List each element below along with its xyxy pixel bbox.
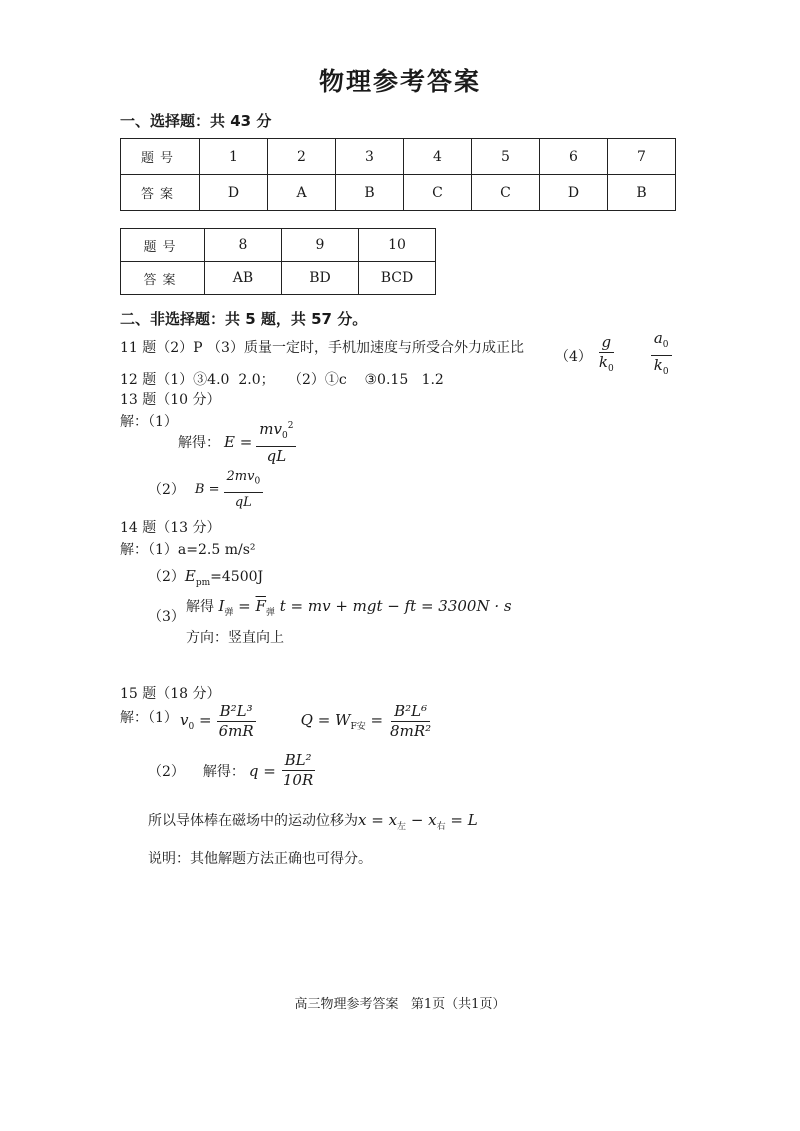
page-footer: 高三物理参考答案 第1页（共1页） [294, 997, 506, 1012]
q13-fraction-B: $\frac{2mv_0}{qL}$ [224, 468, 264, 511]
q13-fraction-E: $\frac{mv_0^2}{qL}$ [256, 418, 296, 465]
answer-table-1 [120, 138, 676, 211]
q15-part2: （2） 解得： q = $\frac{\text{BL²}}{10R}$ [148, 752, 320, 789]
q15-fraction-Q: $\frac{\text{B²L⁶}}{\text{8mR²}}$ [390, 702, 432, 740]
q11-part4 [555, 330, 676, 381]
page-title: 物理参考答案 [318, 67, 481, 96]
q11-part4-label: （4） [555, 348, 592, 365]
row-header-answer: 答案 [121, 175, 200, 211]
row-header-question: 题号 [121, 139, 200, 175]
q12-line: 12 题（1）③4.0 2.0； （2）①c ③0.15 1.2 [120, 372, 444, 388]
q13-jie: 解：（1） [120, 414, 178, 430]
q15-jie: 解：（1） [120, 710, 178, 726]
q15-note: 说明：其他解题方法正确也可得分。 [148, 851, 372, 867]
answer-cell: BCD [359, 262, 436, 295]
q14-part2: $(2)E_{pm}=4500J$ [148, 567, 264, 588]
q15-heading: 15 题（18 分） [120, 686, 221, 702]
q14-part1: 解：（1）a=2.5 m/s² [120, 542, 256, 558]
answer-cell: C [472, 175, 540, 211]
q11-fraction-a0-k0: $\frac{a_0}{k_0}$ [651, 330, 672, 381]
question-cell: 10 [359, 229, 436, 262]
question-cell: 1 [200, 139, 268, 175]
section1-heading: 一、选择题：共 43 分 [120, 112, 272, 130]
question-cell: 4 [404, 139, 472, 175]
q15-part1: $v_0$ = $\frac{\text{B²L³}}{6mR}$ $Q = W_{F安}$ = $\frac{\text{B²L⁶}}{\text{8mR²}}$ [180, 703, 438, 740]
question-cell: 5 [472, 139, 540, 175]
q15-fraction-q: $\frac{\text{BL²}}{10R}$ [282, 751, 314, 789]
q14-part3-label: （3） [148, 609, 185, 625]
question-cell: 3 [336, 139, 404, 175]
section2-heading: 二、非选择题：共 5 题，共 57 分。 [120, 310, 368, 328]
question-cell: 2 [268, 139, 336, 175]
q11-fraction-g-k0: $\frac{g}{k_0}$ [598, 332, 614, 374]
question-cell: 9 [282, 229, 359, 262]
answer-cell: D [540, 175, 608, 211]
answer-cell: A [268, 175, 336, 211]
question-cell: 6 [540, 139, 608, 175]
q15-fraction-v0: $\frac{\text{B²L³}}{6mR}$ [218, 702, 254, 740]
row-header-question: 题号 [121, 229, 205, 262]
q13-part2: （2） B = $\frac{2mv_0}{qL}$ [148, 468, 267, 511]
answer-cell: BD [282, 262, 359, 295]
q14-direction: 方向：竖直向上 [186, 630, 284, 646]
row-header-answer: 答案 [121, 262, 205, 295]
answer-table-2 [120, 228, 436, 295]
q15-displacement: 所以导体棒在磁场中的运动位移为$x = x_左 - x_右 = L$ [148, 811, 478, 832]
answer-cell: B [336, 175, 404, 211]
answer-cell: AB [205, 262, 282, 295]
q14-part3: 解得 $I_弹 = \overline{F}_弹$ t = mv + mgt − ft = 3300N · s [186, 597, 512, 618]
q13-heading: 13 题（10 分） [120, 392, 221, 408]
q13-part1: 解得： E = $\frac{mv_0^2}{qL}$ [178, 418, 300, 465]
q11-line: 11 题（2）P （3）质量一定时，手机加速度与所受合外力成正比 [120, 340, 524, 356]
answer-cell: D [200, 175, 268, 211]
question-cell: 7 [608, 139, 676, 175]
question-cell: 8 [205, 229, 282, 262]
answer-cell: C [404, 175, 472, 211]
answer-cell: B [608, 175, 676, 211]
q14-heading: 14 题（13 分） [120, 520, 221, 536]
